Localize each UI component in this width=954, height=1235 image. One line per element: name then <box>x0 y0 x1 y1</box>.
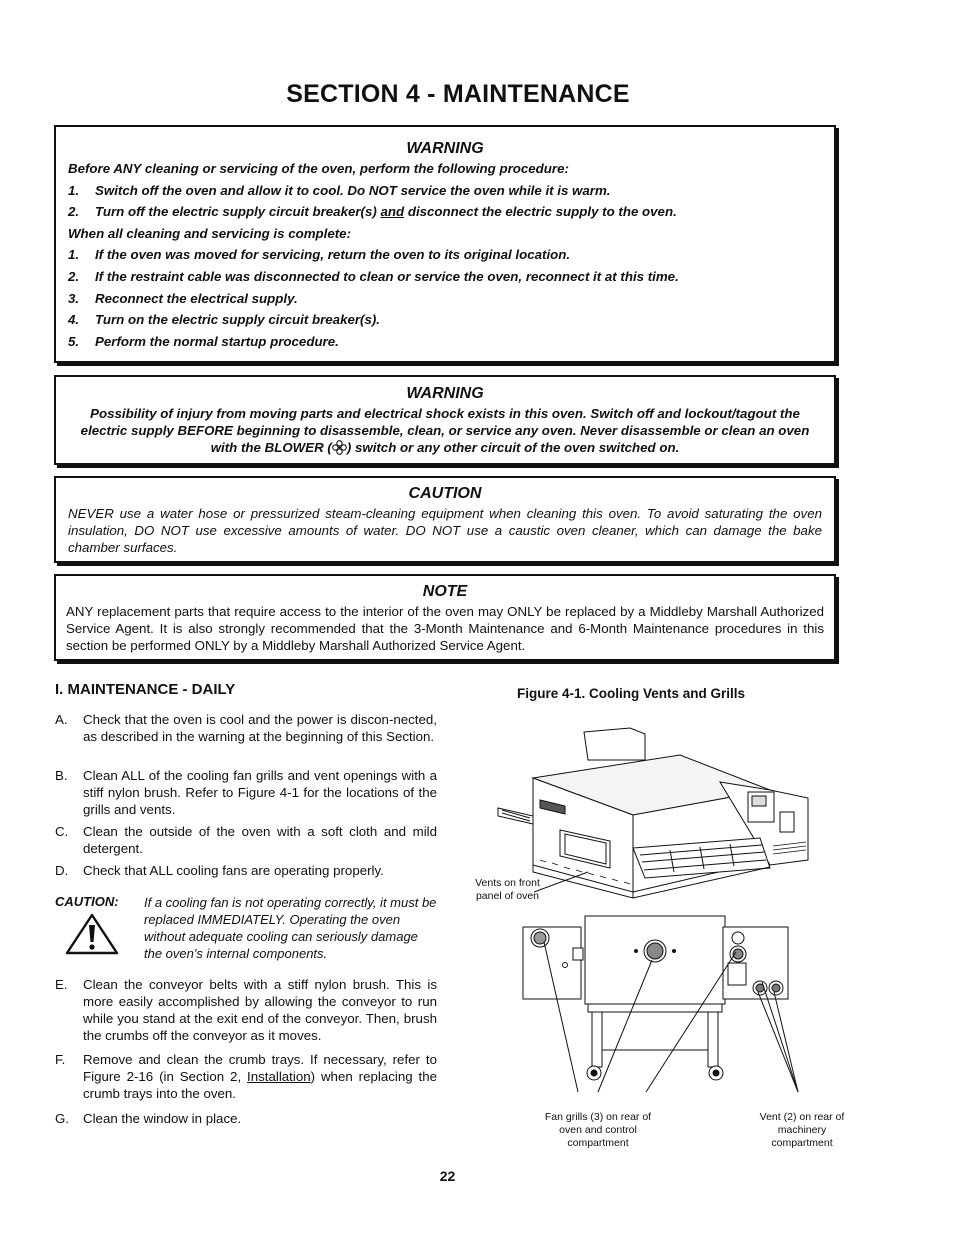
warning-triangle-icon <box>64 912 120 956</box>
before-step-2: 2. Turn off the electric supply circuit breaker(s) and disconnect the electric supply to the oven. <box>68 204 677 220</box>
caution-box <box>54 476 836 563</box>
after-step-2: 2. If the restraint cable was disconnected to clean or service the oven, reconnect it at this time. <box>68 268 679 284</box>
fan-icon <box>332 440 347 455</box>
list-item: B. Clean ALL of the cooling fan grills and vent openings with a stiff nylon brush. Refer to Figure 4-1 for the locations of the grills and vents. <box>55 768 437 817</box>
section-heading-daily: I. MAINTENANCE - DAILY <box>55 681 236 698</box>
list-item: C. Clean the outside of the oven with a soft cloth and mild detergent. <box>55 824 437 856</box>
note-text: ANY replacement parts that require access to the interior of the oven may ONLY be replaced by a Middleby Marshall Authorized Service Agent. It is also strongly recommended that the 3-Month Maintenance and 6-Month Maintenance procedures in this section be performed ONLY by a Middleby Marshall Authorized Service Agent. <box>66 604 824 653</box>
oven-perspective-drawing <box>498 728 808 898</box>
warning-heading: WARNING <box>406 385 484 402</box>
warning-box-procedure <box>54 125 836 363</box>
after-step-5: 5. Perform the normal startup procedure. <box>68 333 339 349</box>
warning-injury-text: Possibility of injury from moving parts and electrical shock exists in this oven. Switch off and lockout/tagout the electric supply BEFORE beginning to disassemble, clean, or service any oven. Never disassemble or clean an oven with the BLOWER ( ) switch or any other circuit of the oven switched on. <box>80 406 810 455</box>
warning-intro: Before ANY cleaning or servicing of the oven, perform the following procedure: <box>68 161 569 176</box>
page-number: 22 <box>439 1168 456 1184</box>
list-item: F. Remove and clean the crumb trays. If necessary, refer to Figure 2-16 (in Section 2, Installation) when replacing the crumb trays into the oven. <box>55 1052 437 1101</box>
after-step-1: 1. If the oven was moved for servicing, return the oven to its original location. <box>68 247 571 263</box>
list-item: E. Clean the conveyor belts with a stiff nylon brush. This is more easily accomplished by allowing the conveyor to run while you stand at the exit end of the conveyor. Then, brush the crumbs off the conveyor as it moves. <box>55 977 437 1043</box>
after-intro: When all cleaning and servicing is complete: <box>68 225 352 241</box>
callout-fan-grills: Fan grills (3) on rear of oven and control compartment <box>544 1111 652 1149</box>
oven-rear-view-drawing <box>523 916 788 1080</box>
callout-vents-front: Vents on front panel of oven <box>475 877 540 902</box>
figure-caption: Figure 4-1. Cooling Vents and Grills <box>517 686 746 701</box>
caution-label: CAUTION: <box>55 894 119 909</box>
note-heading: NOTE <box>422 583 468 600</box>
oven-figure <box>470 720 850 1120</box>
warning-heading: WARNING <box>406 140 484 157</box>
before-step-1: 1. Switch off the oven and allow it to cool. Do NOT service the oven while it is warm. <box>68 182 611 198</box>
page-title: SECTION 4 - MAINTENANCE <box>286 80 630 108</box>
note-box <box>54 574 836 661</box>
list-item: G. Clean the window in place. <box>55 1111 242 1126</box>
caution-heading: CAUTION <box>408 485 482 502</box>
caution-text: NEVER use a water hose or pressurized steam-cleaning equipment when cleaning this oven. To avoid saturating the oven insulation, DO NOT use excessive amounts of water. DO NOT use a caustic oven cleaner, which can damage the bake chamber surfaces. <box>68 506 822 555</box>
warning-box-injury <box>54 375 836 465</box>
after-step-4: 4. Turn on the electric supply circuit breaker(s). <box>68 312 380 328</box>
list-item: A. Check that the oven is cool and the power is discon-nected, as described in the warning at the beginning of this Section. <box>55 712 437 744</box>
callout-vent-rear: Vent (2) on rear of machinery compartment <box>759 1111 845 1149</box>
after-step-3: 3. Reconnect the electrical supply. <box>68 290 298 306</box>
list-item: D. Check that ALL cooling fans are operating properly. <box>55 863 384 878</box>
caution-note-text: If a cooling fan is not operating correctly, it must be replaced IMMEDIATELY. Operating the oven without adequate cooling can seriously damage the oven's internal components. <box>144 895 437 961</box>
